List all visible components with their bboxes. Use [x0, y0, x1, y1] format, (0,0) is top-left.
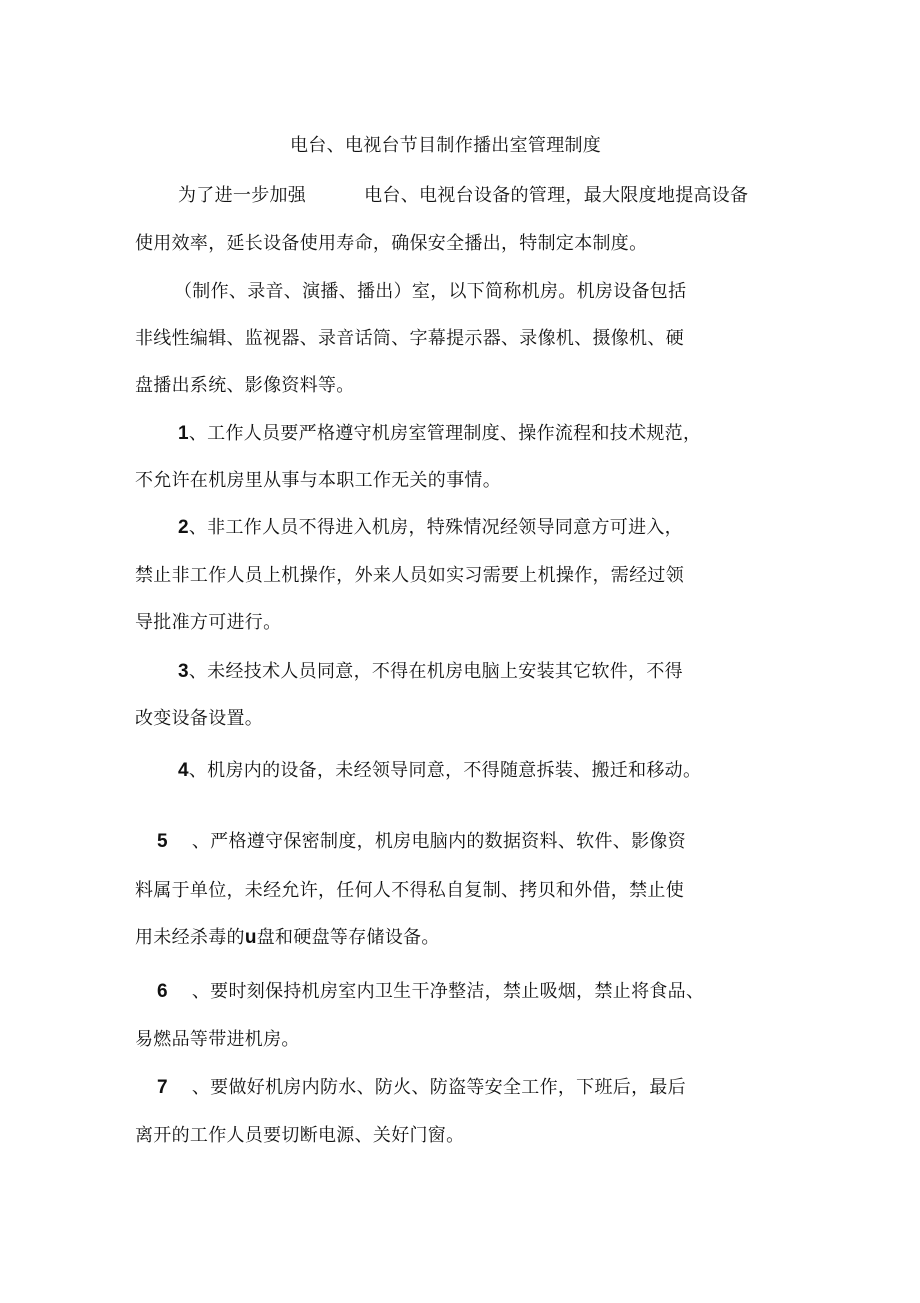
rule-5-line-3 — [135, 926, 440, 950]
rule-2-line-3: 导批准方可进行。 — [135, 612, 282, 633]
rule-5-text: 、严格遵守保密制度，机房电脑内的数据资料、软件、影像资 — [191, 831, 686, 852]
scope-line-2: 非线性编辑、监视器、录音话筒、字幕提示器、录像机、摄像机、硬 — [135, 328, 684, 349]
rule-7-line-2: 离开的工作人员要切断电源、关好门窗。 — [135, 1125, 465, 1146]
rule-5-line-3-u: u — [244, 927, 257, 948]
rule-2-text: 、非工作人员不得进入机房，特殊情况经领导同意方可进入， — [188, 517, 683, 538]
intro-line-1 — [178, 184, 748, 208]
rule-5-line-3-a: 用未经杀毒的 — [135, 927, 245, 948]
rule-5-number: 5 — [157, 831, 168, 852]
rule-6-first-line — [157, 980, 704, 1004]
rule-1-first-line — [178, 422, 701, 446]
rule-5-line-2: 料属于单位，未经允许，任何人不得私自复制、拷贝和外借，禁止使 — [135, 880, 684, 901]
rule-5-first-line — [157, 830, 686, 854]
rule-2-first-line — [178, 516, 683, 540]
intro-text-b: 电台、电视台设备的管理，最大限度地提高设备 — [364, 185, 749, 206]
rule-3-first-line — [178, 660, 683, 684]
rule-6-number: 6 — [157, 981, 168, 1002]
rule-4-text: 、机房内的设备，未经领导同意，不得随意拆装、搬迁和移动。 — [188, 760, 702, 781]
document-title: 电台、电视台节目制作播出室管理制度 — [290, 135, 602, 156]
rule-1-number: 1 — [178, 423, 189, 444]
rule-4-number: 4 — [178, 760, 189, 781]
rule-6-line-2: 易燃品等带进机房。 — [135, 1029, 300, 1050]
rule-3-line-2: 改变设备设置。 — [135, 708, 264, 729]
rule-3-number: 3 — [178, 661, 189, 682]
rule-3-text: 、未经技术人员同意，不得在机房电脑上安装其它软件，不得 — [188, 661, 683, 682]
scope-line-1: （制作、录音、演播、播出）室，以下简称机房。机房设备包括 — [174, 281, 687, 302]
rule-4-first-line — [178, 759, 701, 783]
rule-2-line-2: 禁止非工作人员上机操作，外来人员如实习需要上机操作，需经过领 — [135, 565, 684, 586]
rule-7-first-line — [157, 1076, 686, 1100]
scope-line-3: 盘播出系统、影像资料等。 — [135, 375, 355, 396]
intro-text-a: 为了进一步加强 — [178, 185, 307, 206]
rule-1-line-2: 不允许在机房里从事与本职工作无关的事情。 — [135, 470, 501, 491]
rule-2-number: 2 — [178, 517, 189, 538]
rule-7-text: 、要做好机房内防水、防火、防盗等安全工作，下班后，最后 — [191, 1077, 686, 1098]
rule-7-number: 7 — [157, 1077, 168, 1098]
rule-6-text: 、要时刻保持机房室内卫生干净整洁，禁止吸烟，禁止将食品、 — [191, 981, 705, 1002]
rule-5-line-3-b: 盘和硬盘等存储设备。 — [256, 927, 440, 948]
intro-line-2: 使用效率，延长设备使用寿命，确保安全播出，特制定本制度。 — [135, 233, 648, 254]
rule-1-text: 、工作人员要严格遵守机房室管理制度、操作流程和技术规范， — [188, 423, 702, 444]
